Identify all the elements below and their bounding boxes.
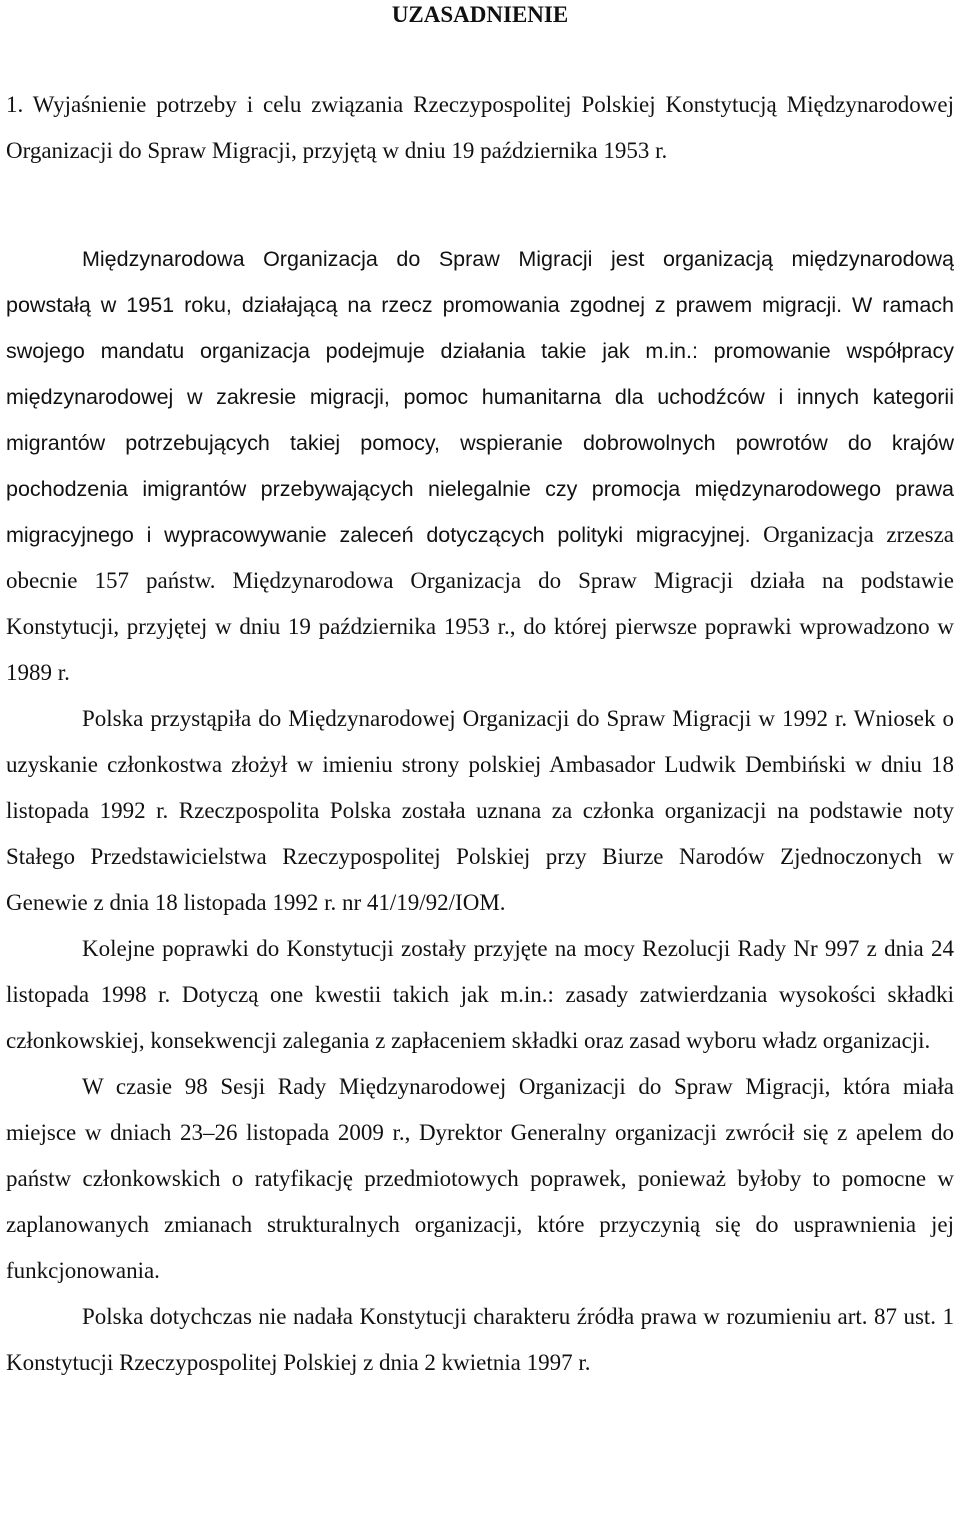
paragraph-organization-overview-continuation: Organizacja zrzesza obecnie 157 państw. Międzynarodowa Organizacja do Spraw Migracji działa na podstawie Konstytucji, przyjętej w dniu 19 października 1953 r., do której pierwsze poprawki wprowadzono w 1989 r. xyxy=(6,522,954,685)
section-heading: 1. Wyjaśnienie potrzeby i celu związania Rzeczypospolitej Polskiej Konstytucją Międzynarodowej Organizacji do Spraw Migracji, przyjętą w dniu 19 października 1953 r. xyxy=(6,92,954,163)
document-title: UZASADNIENIE xyxy=(391,2,569,27)
paragraph-organization-overview xyxy=(6,236,954,696)
paragraph-legal-status: Polska dotychczas nie nadała Konstytucji charakteru źródła prawa w rozumieniu art. 87 ust. 1 Konstytucji Rzeczypospolitej Polskiej z dnia 2 kwietnia 1997 r. xyxy=(6,1304,954,1375)
paragraph-further-amendments: Kolejne poprawki do Konstytucji zostały przyjęte na mocy Rezolucji Rady Nr 997 z dnia 24 listopada 1998 r. Dotyczą one kwestii takich jak m.in.: zasady zatwierdzania wysokości składki członkowskiej, konsekwencji zalegania z zapłaceniem składki oraz zasad wyboru władz organizacji. xyxy=(6,936,954,1053)
paragraph-council-session: W czasie 98 Sesji Rady Międzynarodowej Organizacji do Spraw Migracji, która miała miejsce w dniach 23–26 listopada 2009 r., Dyrektor Generalny organizacji zwrócił się z apelem do państw członkowskich o ratyfikację przedmiotowych poprawek, ponieważ byłoby to pomocne w zaplanowanych zmianach strukturalnych organizacji, które przyczynią się do usprawnienia jej funkcjonowania. xyxy=(6,1074,954,1283)
paragraph-polish-accession: Polska przystąpiła do Międzynarodowej Organizacji do Spraw Migracji w 1992 r. Wniosek o uzyskanie członkostwa złożył w imieniu strony polskiej Ambasador Ludwik Dembiński w dniu 18 listopada 1992 r. Rzeczpospolita Polska została uznana za członka organizacji na podstawie noty Stałego Przedstawicielstwa Rzeczypospolitej Polskiej przy Biurze Narodów Zjednoczonych w Genewie z dnia 18 listopada 1992 r. nr 41/19/92/IOM. xyxy=(6,706,954,915)
document-body xyxy=(6,236,954,1386)
paragraph-organization-overview-text: Międzynarodowa Organizacja do Spraw Migracji jest organizacją międzynarodową powstałą w 1951 roku, działającą na rzecz promowania zgodnej z prawem migracji. W ramach swojego mandatu organizacja podejmuje działania takie jak m.in.: promowanie współpracy międzynarodowej w zakresie migracji, pomoc humanitarna dla uchodźców i innych kategorii migrantów potrzebujących takiej pomocy, wspieranie dobrowolnych powrotów do krajów pochodzenia imigrantów przebywających nielegalnie czy promocja międzynarodowego prawa migracyjnego i wypracowywanie zaleceń dotyczących polityki migracyjnej. xyxy=(6,247,954,547)
